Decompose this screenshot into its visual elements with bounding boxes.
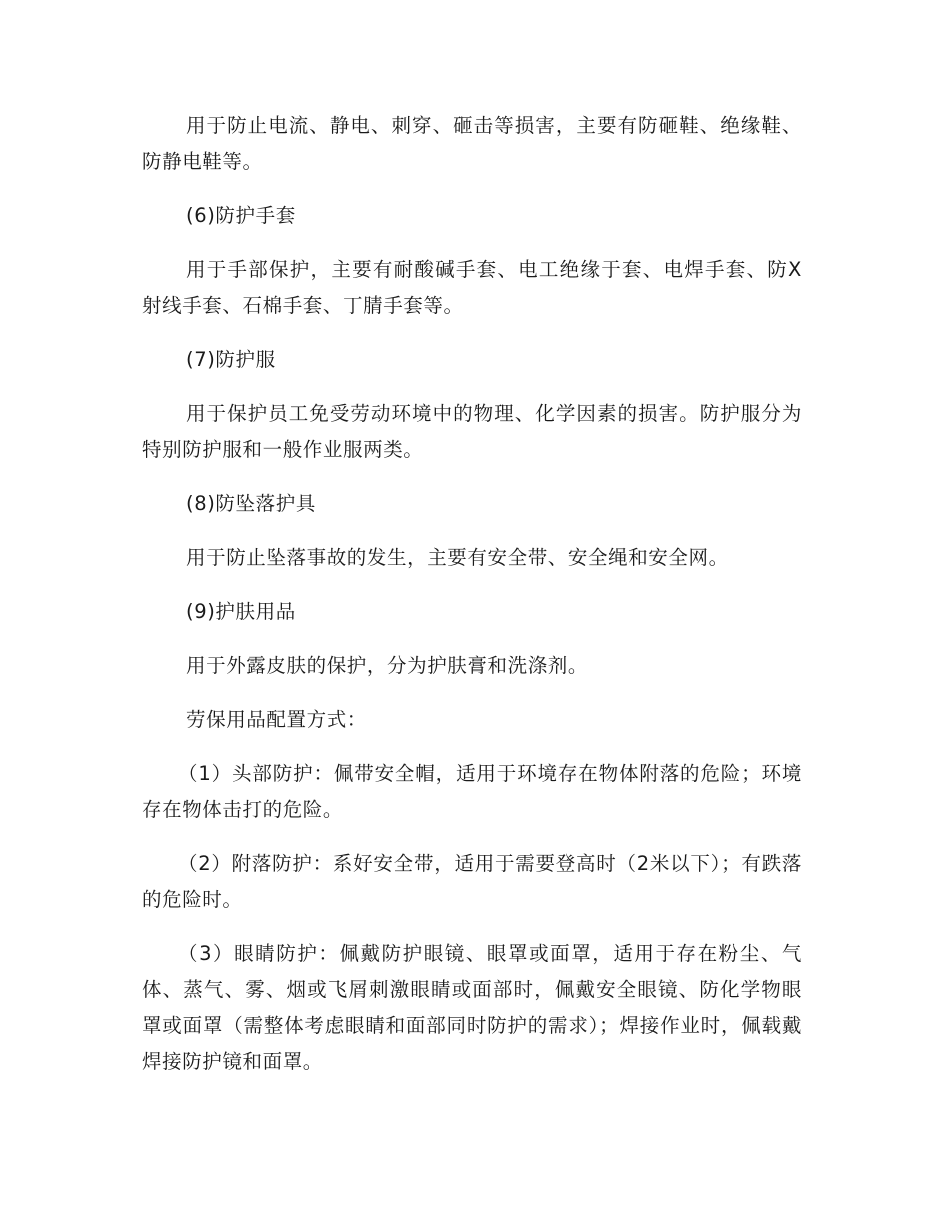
section-heading-gloves: (6)防护手套: [186, 204, 296, 227]
paragraph-fall-protection-description: 用于防止坠落事故的发生，主要有安全带、安全绳和安全网。: [186, 546, 729, 569]
paragraph-shoes-description: 用于防止电流、静电、刺穿、砸击等损害，主要有防砸鞋、绝缘鞋、防静电鞋等。: [142, 114, 802, 173]
list-item-head-protection: （1）头部防护：佩带安全帽，适用于环境存在物体附落的危险；环境存在物体击打的危险。: [142, 762, 802, 821]
section-heading-fall-protection: (8)防坠落护具: [186, 492, 316, 515]
list-item-eye-protection: （3）眼睛防护：佩戴防护眼镜、眼罩或面罩，适用于存在粉尘、气体、蒸气、雾、烟或飞屑刺激眼睛或面部时，佩戴安全眼镜、防化学物眼罩或面罩（需整体考虑眼睛和面部同时防护的需求）；焊接作业时，佩载戴焊接防护镜和面罩。: [142, 942, 802, 1073]
paragraph-configuration-intro: 劳保用品配置方式：: [186, 708, 367, 731]
paragraph-clothing-description: 用于保护员工免受劳动环境中的物理、化学因素的损害。防护服分为特别防护服和一般作业服两类。: [142, 402, 802, 461]
paragraph-gloves-description: 用于手部保护，主要有耐酸碱手套、电工绝缘于套、电焊手套、防X射线手套、石棉手套、丁腈手套等。: [142, 258, 802, 317]
section-heading-protective-clothing: (7)防护服: [186, 348, 276, 371]
section-heading-skin-care: (9)护肤用品: [186, 600, 296, 623]
paragraph-skin-care-description: 用于外露皮肤的保护，分为护肤膏和洗涤剂。: [186, 654, 589, 677]
document-body: [142, 108, 802, 1098]
list-item-fall-protection: （2）附落防护：系好安全带，适用于需要登高时（2米以下）；有跌落的危险时。: [142, 852, 802, 911]
